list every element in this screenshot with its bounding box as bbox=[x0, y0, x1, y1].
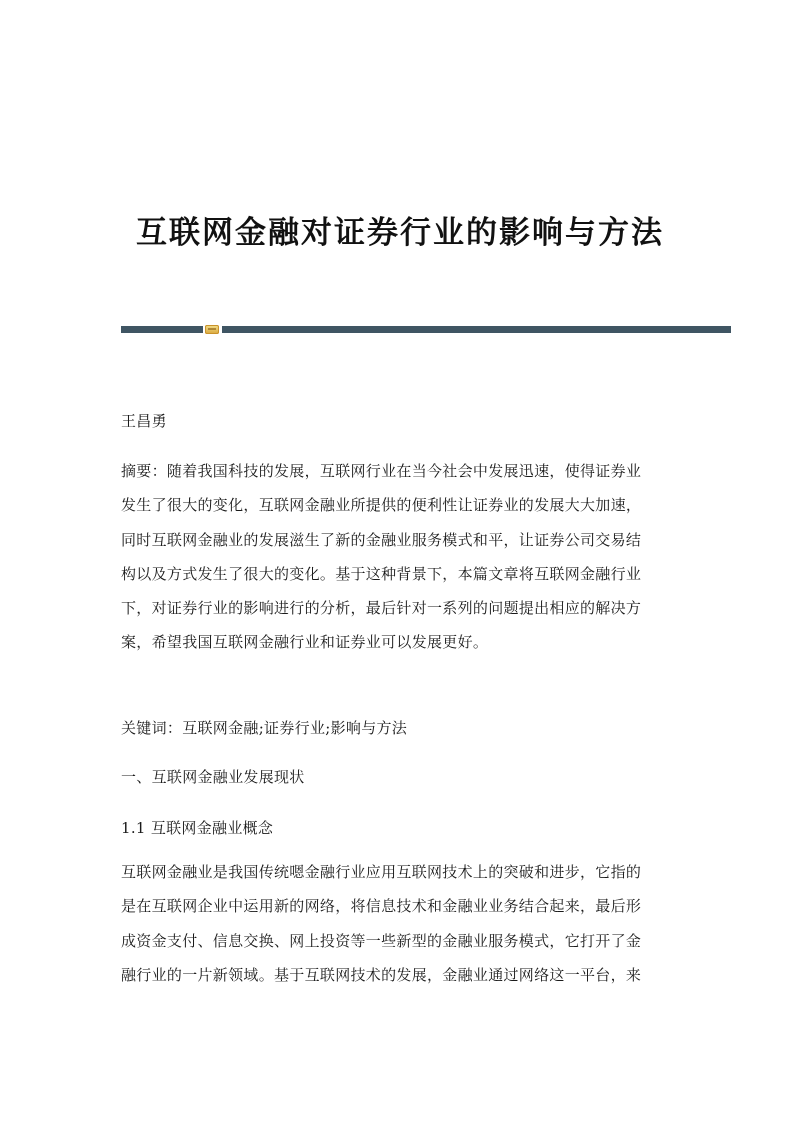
abstract bbox=[121, 454, 681, 660]
body-line: 是在互联网企业中运用新的网络，将信息技术和金融业业务结合起来，最后形 bbox=[121, 897, 642, 916]
document-title: 互联网金融对证券行业的影响与方法 bbox=[136, 214, 664, 251]
divider-right-bar bbox=[222, 326, 731, 333]
abstract-line: 同时互联网金融业的发展滋生了新的金融业服务模式和平，让证券公司交易结 bbox=[121, 530, 642, 549]
abstract-line: 发生了很大的变化，互联网金融业所提供的便利性让证券业的发展大大加速， bbox=[121, 496, 642, 515]
keywords: 关键词：互联网金融;证券行业;影响与方法 bbox=[121, 719, 408, 737]
title-divider bbox=[121, 326, 731, 333]
body-line: 成资金支付、信息交换、网上投资等一些新型的金融业服务模式，它打开了金 bbox=[121, 931, 642, 950]
body-paragraph bbox=[121, 855, 681, 992]
abstract-line: 下，对证券行业的影响进行的分析，最后针对一系列的问题提出相应的解决方 bbox=[121, 599, 642, 618]
abstract-line: 摘要：随着我国科技的发展，互联网行业在当今社会中发展迅速，使得证券业 bbox=[121, 462, 642, 480]
divider-left-bar bbox=[121, 326, 203, 333]
abstract-line: 构以及方式发生了很大的变化。基于这种背景下，本篇文章将互联网金融行业 bbox=[121, 564, 642, 583]
abstract-line: 案，希望我国互联网金融行业和证券业可以发展更好。 bbox=[121, 633, 489, 652]
author-name: 王昌勇 bbox=[121, 412, 167, 430]
body-line: 融行业的一片新领域。基于互联网技术的发展，金融业通过网络这一平台，来 bbox=[121, 965, 642, 984]
subsection-heading: 1.1 互联网金融业概念 bbox=[121, 819, 274, 837]
divider-emblem-icon bbox=[205, 325, 219, 334]
section-heading: 一、互联网金融业发展现状 bbox=[121, 768, 305, 786]
body-line: 互联网金融业是我国传统嗯金融行业应用互联网技术上的突破和进步，它指的 bbox=[121, 863, 642, 881]
